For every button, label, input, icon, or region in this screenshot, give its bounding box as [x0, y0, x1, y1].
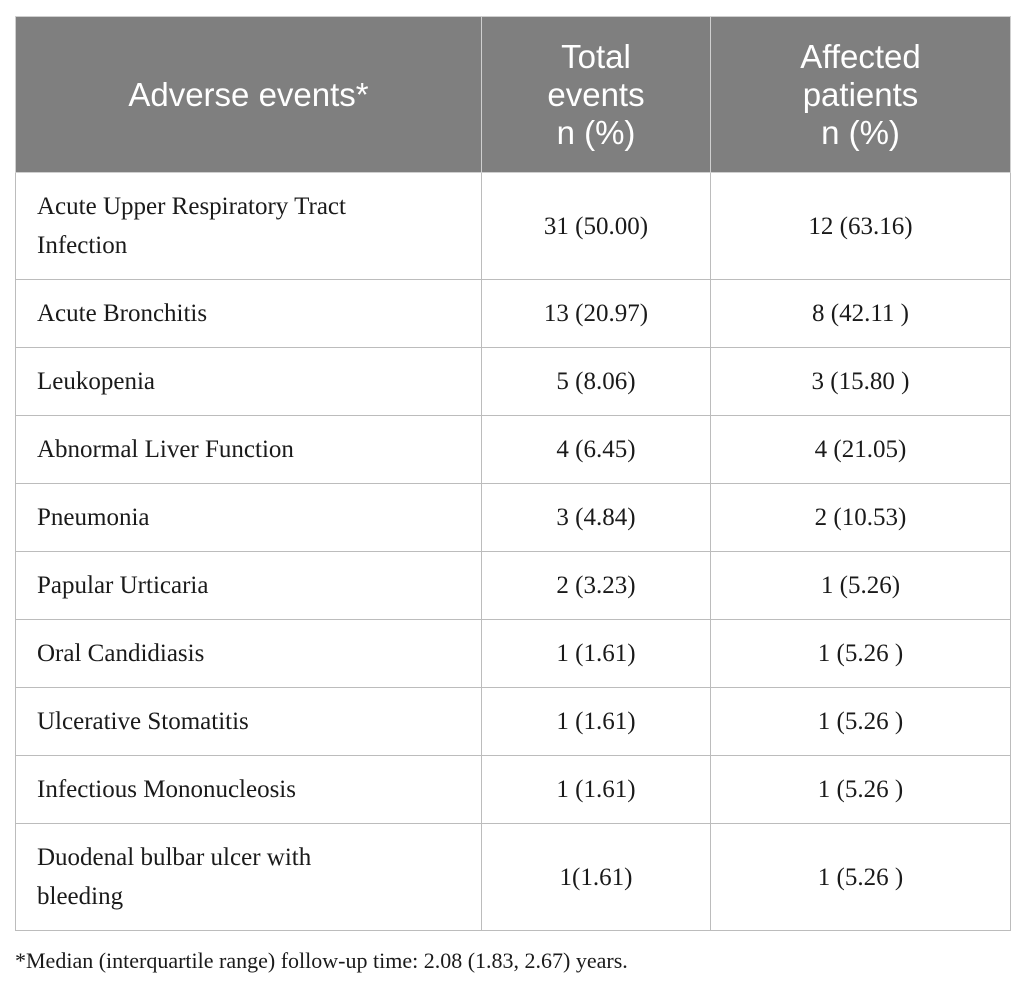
- table-row: [16, 348, 1011, 416]
- event-name-cell: [16, 824, 482, 931]
- affected-patients-cell: 1 (5.26): [711, 552, 1011, 620]
- total-events-cell: 2 (3.23): [482, 552, 711, 620]
- event-name-cell: Papular Urticaria: [16, 552, 482, 620]
- total-events-cell: 1 (1.61): [482, 756, 711, 824]
- event-name-cell: Leukopenia: [16, 348, 482, 416]
- total-events-cell: 1(1.61): [482, 824, 711, 931]
- table-row: [16, 620, 1011, 688]
- total-events-cell: 1 (1.61): [482, 620, 711, 688]
- table-row: [16, 824, 1011, 931]
- header-adverse-events: Adverse events*: [16, 17, 482, 173]
- adverse-events-table: [15, 16, 1011, 931]
- total-events-cell: 1 (1.61): [482, 688, 711, 756]
- table-row: [16, 280, 1011, 348]
- event-name-cell: [16, 173, 482, 280]
- affected-patients-cell: 1 (5.26 ): [711, 620, 1011, 688]
- table-row: [16, 552, 1011, 620]
- event-name-cell: Acute Bronchitis: [16, 280, 482, 348]
- table-row: [16, 173, 1011, 280]
- header-affected-patients: Affected patients n (%): [711, 17, 1011, 173]
- event-name: Acute Upper Respiratory Tract Infection: [37, 193, 346, 259]
- table-header-row: [16, 17, 1011, 173]
- affected-patients-cell: 1 (5.26 ): [711, 688, 1011, 756]
- event-name-cell: Abnormal Liver Function: [16, 416, 482, 484]
- total-events-cell: 13 (20.97): [482, 280, 711, 348]
- total-events-cell: 31 (50.00): [482, 173, 711, 280]
- total-events-cell: 3 (4.84): [482, 484, 711, 552]
- event-name-cell: Ulcerative Stomatitis: [16, 688, 482, 756]
- affected-patients-cell: 1 (5.26 ): [711, 756, 1011, 824]
- table-row: [16, 484, 1011, 552]
- affected-patients-cell: 1 (5.26 ): [711, 824, 1011, 931]
- event-name: Duodenal bulbar ulcer with bleeding: [37, 844, 312, 910]
- affected-patients-cell: 4 (21.05): [711, 416, 1011, 484]
- table-row: [16, 756, 1011, 824]
- table-row: [16, 688, 1011, 756]
- event-name-cell: Pneumonia: [16, 484, 482, 552]
- total-events-cell: 4 (6.45): [482, 416, 711, 484]
- affected-patients-cell: 12 (63.16): [711, 173, 1011, 280]
- event-name-cell: Infectious Mononucleosis: [16, 756, 482, 824]
- affected-patients-cell: 8 (42.11 ): [711, 280, 1011, 348]
- affected-patients-cell: 3 (15.80 ): [711, 348, 1011, 416]
- adverse-events-table-container: [15, 16, 1010, 931]
- table-footnote: *Median (interquartile range) follow-up time: 2.08 (1.83, 2.67) years.: [15, 948, 628, 973]
- table-row: [16, 416, 1011, 484]
- header-total-events: Total events n (%): [482, 17, 711, 173]
- total-events-cell: 5 (8.06): [482, 348, 711, 416]
- affected-patients-cell: 2 (10.53): [711, 484, 1011, 552]
- event-name-cell: Oral Candidiasis: [16, 620, 482, 688]
